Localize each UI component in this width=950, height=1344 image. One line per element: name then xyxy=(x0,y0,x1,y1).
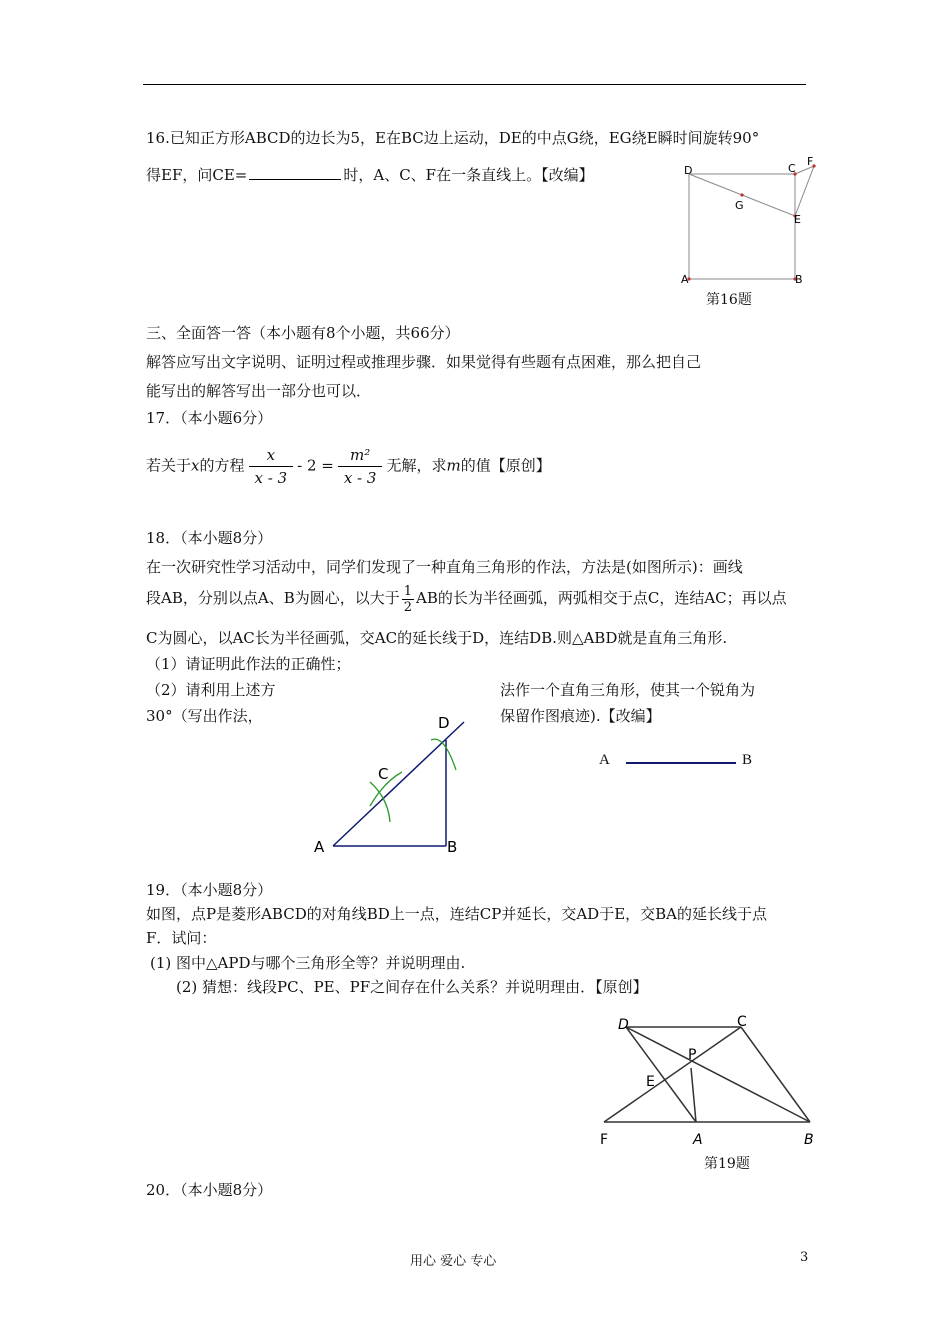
q18-part2-a: （2）请利用上述方 xyxy=(146,681,276,699)
q18-line2 xyxy=(146,583,787,615)
q17-text-c: 无解，求 xyxy=(386,456,447,475)
label-g: G xyxy=(735,199,744,212)
square-abcd xyxy=(689,174,795,279)
fraction-1-denominator: x - 3 xyxy=(254,469,288,487)
header-rule xyxy=(143,84,806,85)
q17-text-a: 若关于 xyxy=(146,456,192,475)
answer-blank[interactable] xyxy=(249,164,341,180)
half-fraction xyxy=(402,584,414,615)
section3-title: 三、全面答一答（本小题有8个小题，共66分） xyxy=(146,324,460,342)
label-p: P xyxy=(688,1047,697,1063)
half-denominator: 2 xyxy=(403,599,412,615)
q19-caption: 第19题 xyxy=(704,1156,750,1172)
side-da xyxy=(626,1027,696,1122)
q19-figure xyxy=(596,1010,826,1150)
q19-part1: (1) 图中△APD与哪个三角形全等？并说明理由. xyxy=(150,954,466,972)
footer-motto: 用心 爱心 专心 xyxy=(410,1254,497,1269)
label-c: C xyxy=(378,765,389,783)
q18-line3: C为圆心，以AC长为半径画弧，交AC的延长线于D，连结DB.则△ABD就是直角三角形. xyxy=(146,629,728,647)
label-d: D xyxy=(618,1017,629,1033)
q16-line1: 16.已知正方形ABCD的边长为5，E在BC边上运动，DE的中点G绕，EG绕E瞬时间旋转90° xyxy=(146,129,760,147)
fraction-1-numerator: x xyxy=(249,444,294,467)
q18-line1: 在一次研究性学习活动中，同学们发现了一种直角三角形的作法，方法是(如图所示)：画线 xyxy=(146,558,743,576)
q16-caption: 第16题 xyxy=(706,292,752,308)
line-ad xyxy=(333,722,464,846)
var-x: x xyxy=(191,456,200,475)
section3-intro-2: 能写出的解答写出一部分也可以． xyxy=(146,382,372,400)
label-a: A xyxy=(314,838,325,856)
q17-text-b: 的方程 xyxy=(199,456,245,475)
q17-header: 17．（本小题6分） xyxy=(146,409,273,427)
q18-part1: （1）请证明此作法的正确性； xyxy=(146,655,351,673)
q19-line1: 如图，点P是菱形ABCD的对角线BD上一点，连结CP并延长，交AD于E，交BA的延长线于点 xyxy=(146,905,768,923)
segment-label-b: B xyxy=(742,752,753,768)
fraction-2 xyxy=(338,444,383,489)
label-a: A xyxy=(693,1132,703,1148)
q17-equation-line xyxy=(146,444,551,489)
page-number: 3 xyxy=(800,1250,809,1265)
q18-line2-b: AB的长为半径画弧，两弧相交于点C，连结AC；再以点 xyxy=(416,589,787,607)
q18-part2-c: 30°（写出作法， xyxy=(146,707,263,725)
q19-part2: (2) 猜想：线段PC、PE、PF之间存在什么关系？并说明理由．【原创】 xyxy=(176,978,648,996)
q20-header: 20．（本小题8分） xyxy=(146,1181,273,1199)
fraction-2-denominator: x - 3 xyxy=(343,469,377,487)
q19-header: 19．（本小题8分） xyxy=(146,881,273,899)
q16-text-a: 得EF，问CE= xyxy=(146,166,248,184)
label-f: F xyxy=(807,155,814,168)
minus-two: - 2 = xyxy=(297,456,334,475)
fraction-2-numerator: m² xyxy=(338,444,383,467)
point-g xyxy=(740,193,743,196)
label-c: C xyxy=(737,1014,747,1030)
label-a: A xyxy=(681,273,689,286)
var-m: m xyxy=(446,456,461,475)
given-segment-ab xyxy=(626,762,736,764)
line-cf xyxy=(604,1027,741,1122)
q17-text-d: 的值【原创】 xyxy=(460,456,551,475)
q18-figure xyxy=(306,710,476,860)
q16-text-b: 时，A、C、F在一条直线上。【改编】 xyxy=(343,166,594,184)
q16-figure xyxy=(676,152,826,312)
q18-header: 18．（本小题8分） xyxy=(146,529,273,547)
q18-part2-b: 法作一个直角三角形，使其一个锐角为 xyxy=(500,681,756,699)
label-b: B xyxy=(795,273,803,286)
segment-pa xyxy=(691,1068,696,1122)
label-b: B xyxy=(447,838,458,856)
q16-line2 xyxy=(146,164,594,185)
q19-line2: F．试问： xyxy=(146,929,217,947)
side-cb xyxy=(741,1027,810,1122)
label-d: D xyxy=(438,714,450,732)
label-e: E xyxy=(646,1074,655,1090)
fraction-1 xyxy=(249,444,294,489)
section3-intro-1: 解答应写出文字说明、证明过程或推理步骤．如果觉得有些题有点困难，那么把自己 xyxy=(146,353,702,371)
segment-label-a: A xyxy=(599,752,610,768)
q18-part2-d: 保留作图痕迹).【改编】 xyxy=(500,707,661,725)
label-f: F xyxy=(600,1132,609,1148)
q18-line2-a: 段AB，分别以点A、B为圆心，以大于 xyxy=(146,589,400,607)
half-numerator: 1 xyxy=(403,583,412,599)
label-e: E xyxy=(794,213,801,226)
label-d: D xyxy=(684,164,693,177)
arc-from-c xyxy=(431,739,456,770)
label-c: C xyxy=(788,162,796,175)
label-b: B xyxy=(804,1132,814,1148)
